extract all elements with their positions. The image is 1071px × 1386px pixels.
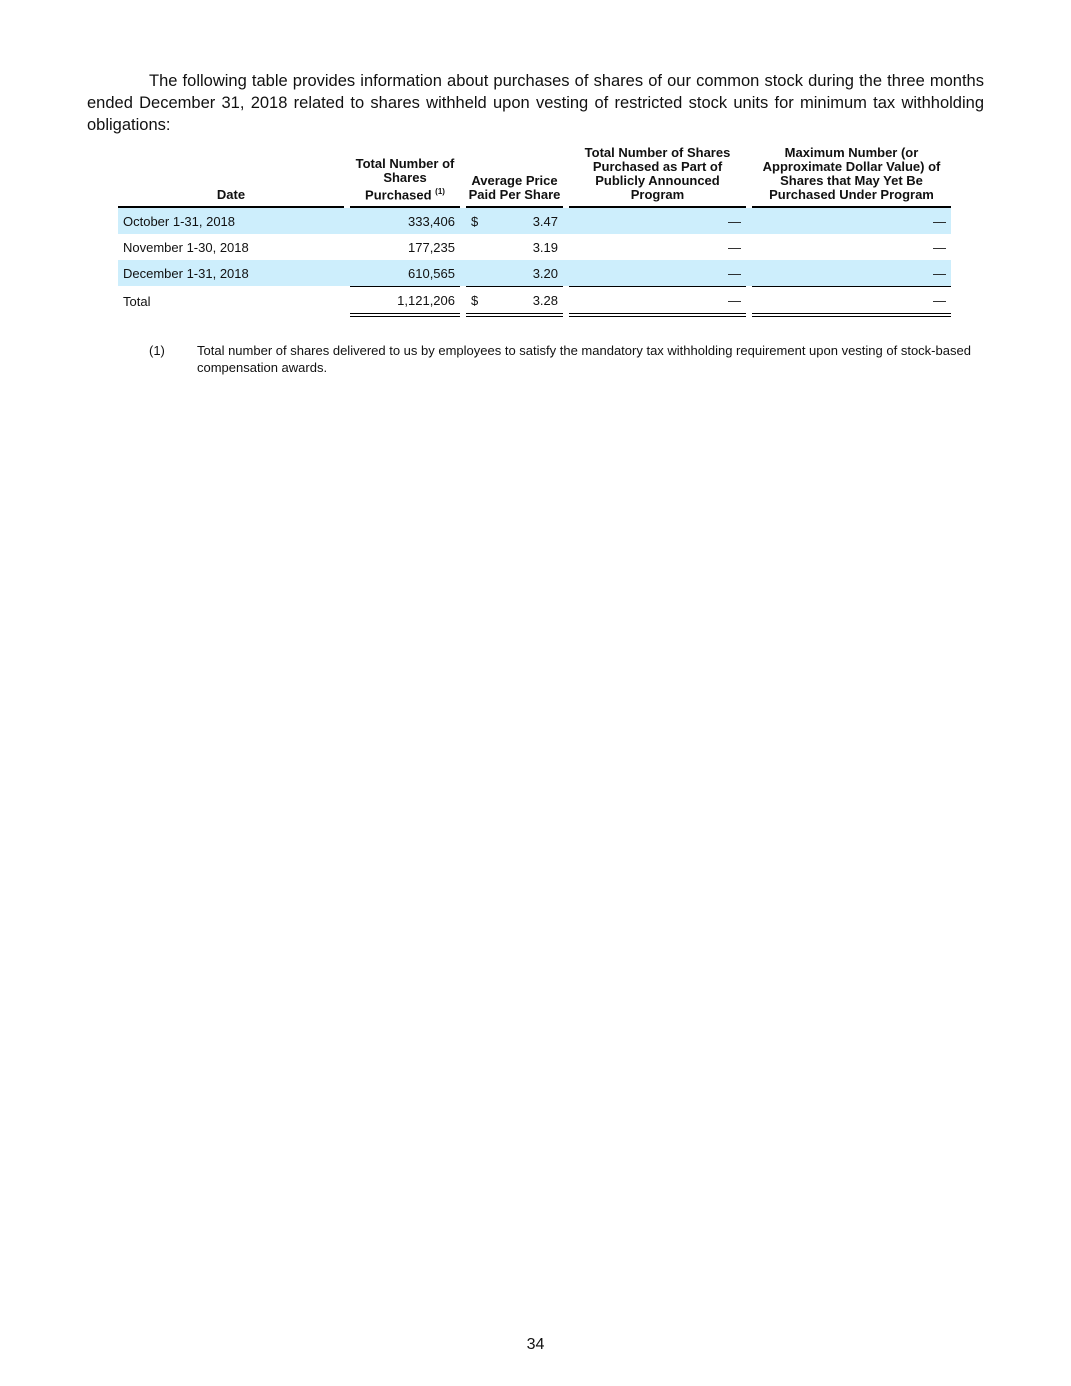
row-price: 3.19 xyxy=(532,239,558,255)
header-average-price: Average Price Paid Per Share xyxy=(466,146,563,208)
row-shares: 177,235 xyxy=(408,239,455,255)
header-program-shares: Total Number of Shares Purchased as Part of Publicly Announced Program xyxy=(569,146,746,208)
share-repurchase-table xyxy=(118,146,951,317)
row-price: 3.47 xyxy=(488,208,563,234)
row-max: — xyxy=(752,208,951,234)
intro-paragraph: The following table provides information about purchases of shares of our common stock during the three months ended December 31, 2018 related to shares withheld upon vesting of restricted stock units for minimum tax withholding obligations: xyxy=(87,72,984,134)
total-price: 3.28 xyxy=(488,286,563,317)
header-total-shares: Total Number of Shares Purchased $^{(1)}$ xyxy=(350,146,460,208)
row-currency xyxy=(466,260,488,286)
header-max-remaining: Maximum Number (or Approximate Dollar Value) of Shares that May Yet Be Purchased Under Program xyxy=(752,146,951,208)
table-row xyxy=(118,234,951,260)
row-date: December 1-31, 2018 xyxy=(118,260,344,286)
row-program: — xyxy=(569,208,746,234)
footnote-mark: (1) xyxy=(149,343,165,358)
row-currency: $ xyxy=(466,208,488,234)
row-date: October 1-31, 2018 xyxy=(118,208,344,234)
table-row xyxy=(118,208,951,234)
row-program: — xyxy=(569,260,746,286)
row-max: — xyxy=(933,239,946,255)
total-max: — xyxy=(752,286,951,317)
total-currency: $ xyxy=(466,286,488,317)
table-row xyxy=(118,260,951,286)
table-header-row xyxy=(118,146,951,208)
total-label: Total xyxy=(123,294,151,309)
row-date: November 1-30, 2018 xyxy=(123,239,249,255)
row-max: — xyxy=(752,260,951,286)
table-total-row xyxy=(118,286,951,317)
header-date: Date xyxy=(118,146,344,208)
row-shares: 610,565 xyxy=(350,260,460,286)
total-program: — xyxy=(569,286,746,317)
page-number: 34 xyxy=(526,1336,545,1353)
total-shares: 1,121,206 xyxy=(350,286,460,317)
row-price: 3.20 xyxy=(488,260,563,286)
row-shares: 333,406 xyxy=(350,208,460,234)
row-currency xyxy=(466,234,488,260)
footnote-text: Total number of shares delivered to us by employees to satisfy the mandatory tax withholding requirement upon vesting of stock-based compensation awards. xyxy=(197,343,971,375)
row-program: — xyxy=(728,239,741,255)
footnote-ref: (1) xyxy=(435,186,445,196)
